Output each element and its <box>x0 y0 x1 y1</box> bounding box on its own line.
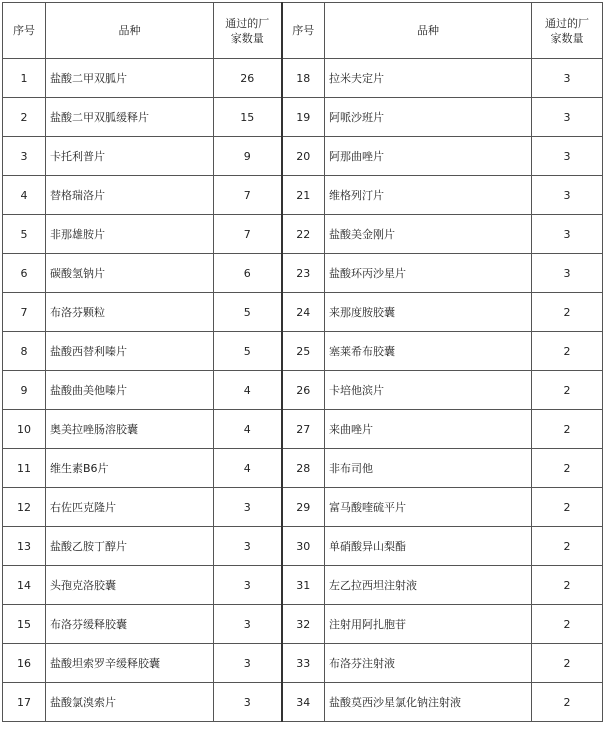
row-number-right: 25 <box>282 332 325 371</box>
drug-name-left: 盐酸二甲双胍片 <box>46 59 214 98</box>
drug-name-right: 阿哌沙班片 <box>325 98 532 137</box>
header-variety-right: 品种 <box>325 3 532 59</box>
row-number-left: 5 <box>3 215 46 254</box>
row-number-left: 2 <box>3 98 46 137</box>
drug-name-right: 注射用阿扎胞苷 <box>325 605 532 644</box>
drug-name-right: 阿那曲唑片 <box>325 137 532 176</box>
manufacturer-count-right: 2 <box>532 644 603 683</box>
drug-name-left: 布洛芬颗粒 <box>46 293 214 332</box>
manufacturer-count-left: 3 <box>214 605 282 644</box>
header-count-line2: 家数量 <box>550 31 584 45</box>
drug-name-right: 左乙拉西坦注射液 <box>325 566 532 605</box>
drug-name-right: 布洛芬注射液 <box>325 644 532 683</box>
header-row <box>3 3 603 59</box>
manufacturer-count-right: 2 <box>532 683 603 722</box>
row-number-right: 23 <box>282 254 325 293</box>
drug-name-left: 盐酸二甲双胍缓释片 <box>46 98 214 137</box>
manufacturer-count-left: 4 <box>214 449 282 488</box>
manufacturer-count-right: 2 <box>532 527 603 566</box>
manufacturer-count-right: 2 <box>532 605 603 644</box>
header-seq-left: 序号 <box>3 3 46 59</box>
row-number-right: 29 <box>282 488 325 527</box>
manufacturer-count-left: 4 <box>214 410 282 449</box>
row-number-left: 12 <box>3 488 46 527</box>
row-number-left: 9 <box>3 371 46 410</box>
manufacturer-count-right: 3 <box>532 137 603 176</box>
drug-name-left: 卡托利普片 <box>46 137 214 176</box>
manufacturer-count-left: 26 <box>214 59 282 98</box>
drug-name-right: 盐酸莫西沙星氯化钠注射液 <box>325 683 532 722</box>
header-count-line1: 通过的厂 <box>545 16 589 30</box>
row-number-right: 34 <box>282 683 325 722</box>
table-row <box>3 410 603 449</box>
drug-name-left: 盐酸氯溴索片 <box>46 683 214 722</box>
drug-name-left: 布洛芬缓释胶囊 <box>46 605 214 644</box>
drug-name-left: 维生素B6片 <box>46 449 214 488</box>
row-number-left: 11 <box>3 449 46 488</box>
table-row <box>3 293 603 332</box>
drug-name-left: 非那雄胺片 <box>46 215 214 254</box>
drug-name-left: 右佐匹克隆片 <box>46 488 214 527</box>
manufacturer-count-right: 3 <box>532 98 603 137</box>
table-row <box>3 215 603 254</box>
manufacturer-count-right: 2 <box>532 488 603 527</box>
drug-name-right: 塞莱希布胶囊 <box>325 332 532 371</box>
row-number-left: 4 <box>3 176 46 215</box>
manufacturer-count-left: 7 <box>214 215 282 254</box>
row-number-right: 30 <box>282 527 325 566</box>
row-number-right: 28 <box>282 449 325 488</box>
table-body <box>3 59 603 722</box>
table-row <box>3 176 603 215</box>
row-number-right: 26 <box>282 371 325 410</box>
manufacturer-count-left: 5 <box>214 293 282 332</box>
row-number-left: 17 <box>3 683 46 722</box>
row-number-left: 3 <box>3 137 46 176</box>
drug-name-left: 碳酸氢钠片 <box>46 254 214 293</box>
drug-name-right: 维格列汀片 <box>325 176 532 215</box>
drug-name-right: 来曲唑片 <box>325 410 532 449</box>
manufacturer-count-left: 7 <box>214 176 282 215</box>
table-row <box>3 488 603 527</box>
row-number-right: 19 <box>282 98 325 137</box>
manufacturer-count-left: 3 <box>214 683 282 722</box>
manufacturer-count-left: 3 <box>214 527 282 566</box>
table-row <box>3 605 603 644</box>
manufacturer-count-left: 3 <box>214 488 282 527</box>
manufacturer-count-right: 2 <box>532 332 603 371</box>
drug-name-left: 盐酸坦索罗辛缓释胶囊 <box>46 644 214 683</box>
manufacturer-count-right: 2 <box>532 410 603 449</box>
row-number-left: 7 <box>3 293 46 332</box>
drug-name-left: 奥美拉唑肠溶胶囊 <box>46 410 214 449</box>
table-row <box>3 644 603 683</box>
table-row <box>3 566 603 605</box>
manufacturer-count-left: 9 <box>214 137 282 176</box>
row-number-left: 6 <box>3 254 46 293</box>
table-row <box>3 59 603 98</box>
table-row <box>3 449 603 488</box>
manufacturer-count-left: 6 <box>214 254 282 293</box>
drug-name-right: 单硝酸异山梨酯 <box>325 527 532 566</box>
row-number-left: 16 <box>3 644 46 683</box>
table-row <box>3 98 603 137</box>
row-number-right: 18 <box>282 59 325 98</box>
row-number-left: 15 <box>3 605 46 644</box>
drug-name-right: 盐酸美金刚片 <box>325 215 532 254</box>
table-row <box>3 683 603 722</box>
drug-name-right: 盐酸环丙沙星片 <box>325 254 532 293</box>
row-number-right: 27 <box>282 410 325 449</box>
row-number-left: 1 <box>3 59 46 98</box>
manufacturer-count-left: 3 <box>214 644 282 683</box>
row-number-right: 32 <box>282 605 325 644</box>
table-row <box>3 254 603 293</box>
row-number-right: 33 <box>282 644 325 683</box>
drug-name-right: 拉米夫定片 <box>325 59 532 98</box>
table-row <box>3 527 603 566</box>
manufacturer-count-left: 4 <box>214 371 282 410</box>
header-count-left <box>214 3 282 59</box>
manufacturer-count-right: 3 <box>532 215 603 254</box>
manufacturer-count-right: 2 <box>532 371 603 410</box>
manufacturer-count-right: 2 <box>532 449 603 488</box>
manufacturer-count-left: 5 <box>214 332 282 371</box>
row-number-right: 20 <box>282 137 325 176</box>
table-row <box>3 137 603 176</box>
table-row <box>3 332 603 371</box>
row-number-left: 13 <box>3 527 46 566</box>
drug-name-left: 盐酸西替利嗪片 <box>46 332 214 371</box>
table-row <box>3 371 603 410</box>
header-count-right <box>532 3 603 59</box>
drug-approval-table <box>2 2 603 722</box>
manufacturer-count-right: 2 <box>532 293 603 332</box>
row-number-left: 14 <box>3 566 46 605</box>
header-seq-right: 序号 <box>282 3 325 59</box>
manufacturer-count-left: 15 <box>214 98 282 137</box>
manufacturer-count-right: 3 <box>532 59 603 98</box>
drug-name-right: 富马酸喹硫平片 <box>325 488 532 527</box>
row-number-left: 10 <box>3 410 46 449</box>
drug-name-left: 头孢克洛胶囊 <box>46 566 214 605</box>
manufacturer-count-right: 3 <box>532 176 603 215</box>
row-number-right: 22 <box>282 215 325 254</box>
drug-name-left: 替格瑞洛片 <box>46 176 214 215</box>
drug-name-right: 卡培他滨片 <box>325 371 532 410</box>
manufacturer-count-left: 3 <box>214 566 282 605</box>
row-number-right: 31 <box>282 566 325 605</box>
header-variety-left: 品种 <box>46 3 214 59</box>
drug-name-right: 非布司他 <box>325 449 532 488</box>
manufacturer-count-right: 3 <box>532 254 603 293</box>
row-number-left: 8 <box>3 332 46 371</box>
row-number-right: 21 <box>282 176 325 215</box>
manufacturer-count-right: 2 <box>532 566 603 605</box>
header-count-line1: 通过的厂 <box>225 16 270 30</box>
row-number-right: 24 <box>282 293 325 332</box>
drug-name-right: 来那度胺胶囊 <box>325 293 532 332</box>
table-header <box>3 3 603 59</box>
drug-name-left: 盐酸乙胺丁醇片 <box>46 527 214 566</box>
header-count-line2: 家数量 <box>230 31 264 45</box>
drug-name-left: 盐酸曲美他嗪片 <box>46 371 214 410</box>
